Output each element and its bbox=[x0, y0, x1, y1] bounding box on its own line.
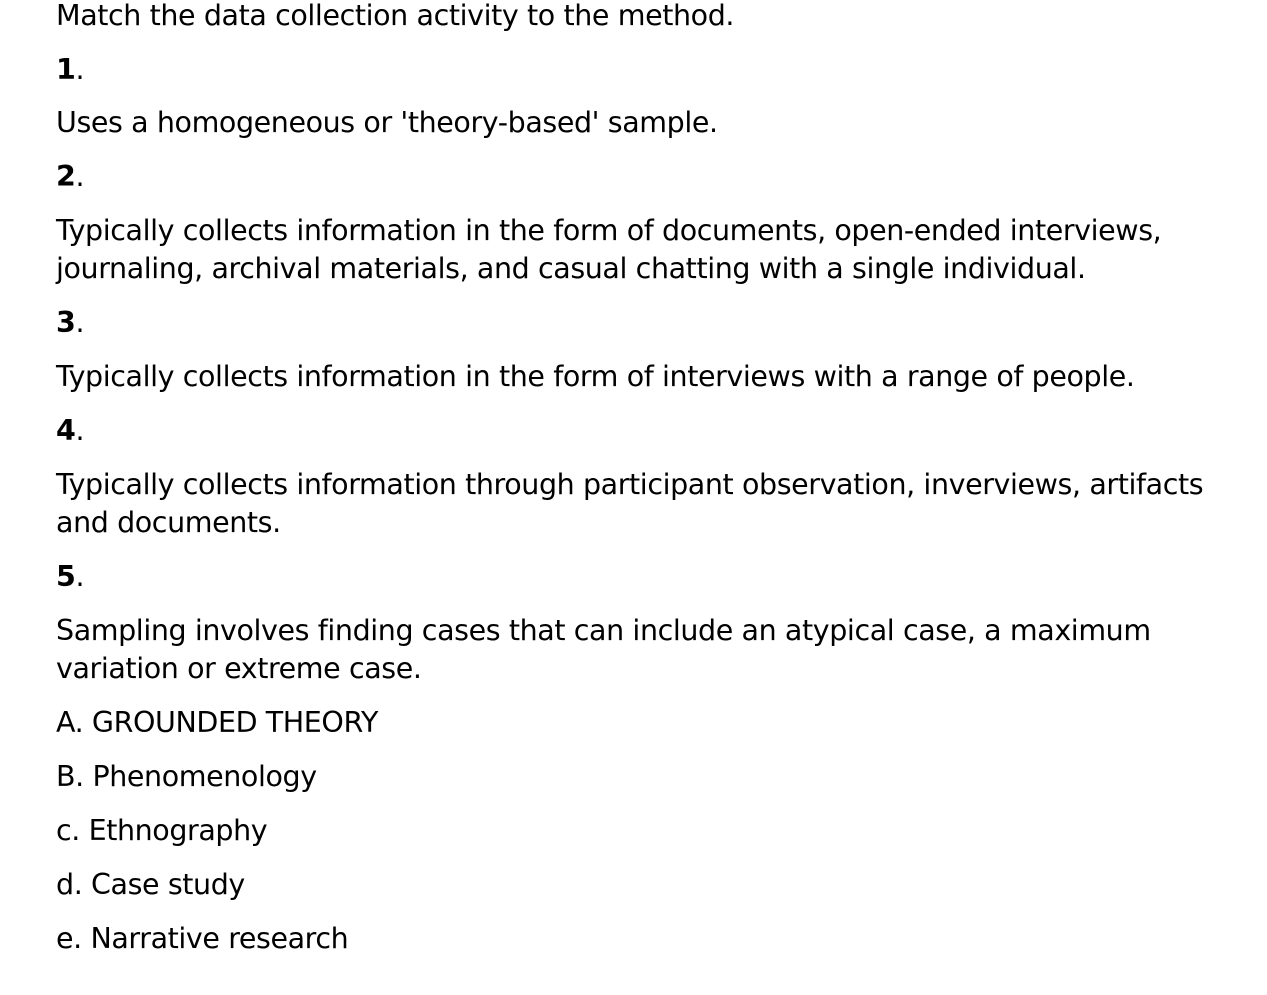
item-number-5-value: 5 bbox=[56, 560, 76, 593]
item-number-1: 1. bbox=[56, 53, 85, 86]
item-text-4-line-1: Typically collects information through participant observation, inverviews, artifacts bbox=[56, 468, 1204, 501]
option-e: e. Narrative research bbox=[56, 922, 349, 955]
option-a: A. GROUNDED THEORY bbox=[56, 706, 379, 739]
item-number-1-value: 1 bbox=[56, 53, 76, 86]
item-number-3-value: 3 bbox=[56, 306, 76, 339]
item-text-3: Typically collects information in the form of interviews with a range of people. bbox=[56, 360, 1135, 393]
option-d: d. Case study bbox=[56, 868, 245, 901]
item-number-4-value: 4 bbox=[56, 414, 76, 447]
item-number-3: 3. bbox=[56, 306, 85, 339]
item-number-2: 2. bbox=[56, 160, 85, 193]
item-text-4-line-2: and documents. bbox=[56, 506, 281, 539]
item-text-2-line-1: Typically collects information in the form of documents, open-ended interviews, bbox=[56, 214, 1162, 247]
option-b: B. Phenomenology bbox=[56, 760, 317, 793]
item-number-5: 5. bbox=[56, 560, 85, 593]
item-text-5-line-2: variation or extreme case. bbox=[56, 652, 422, 685]
item-text-5-line-1: Sampling involves finding cases that can include an atypical case, a maximum bbox=[56, 614, 1151, 647]
item-text-1: Uses a homogeneous or 'theory-based' sample. bbox=[56, 106, 718, 139]
question-prompt: Match the data collection activity to the method. bbox=[56, 0, 735, 32]
option-c: c. Ethnography bbox=[56, 814, 268, 847]
item-text-2-line-2: journaling, archival materials, and casual chatting with a single individual. bbox=[56, 252, 1086, 285]
item-number-2-value: 2 bbox=[56, 160, 76, 193]
item-number-4: 4. bbox=[56, 414, 85, 447]
